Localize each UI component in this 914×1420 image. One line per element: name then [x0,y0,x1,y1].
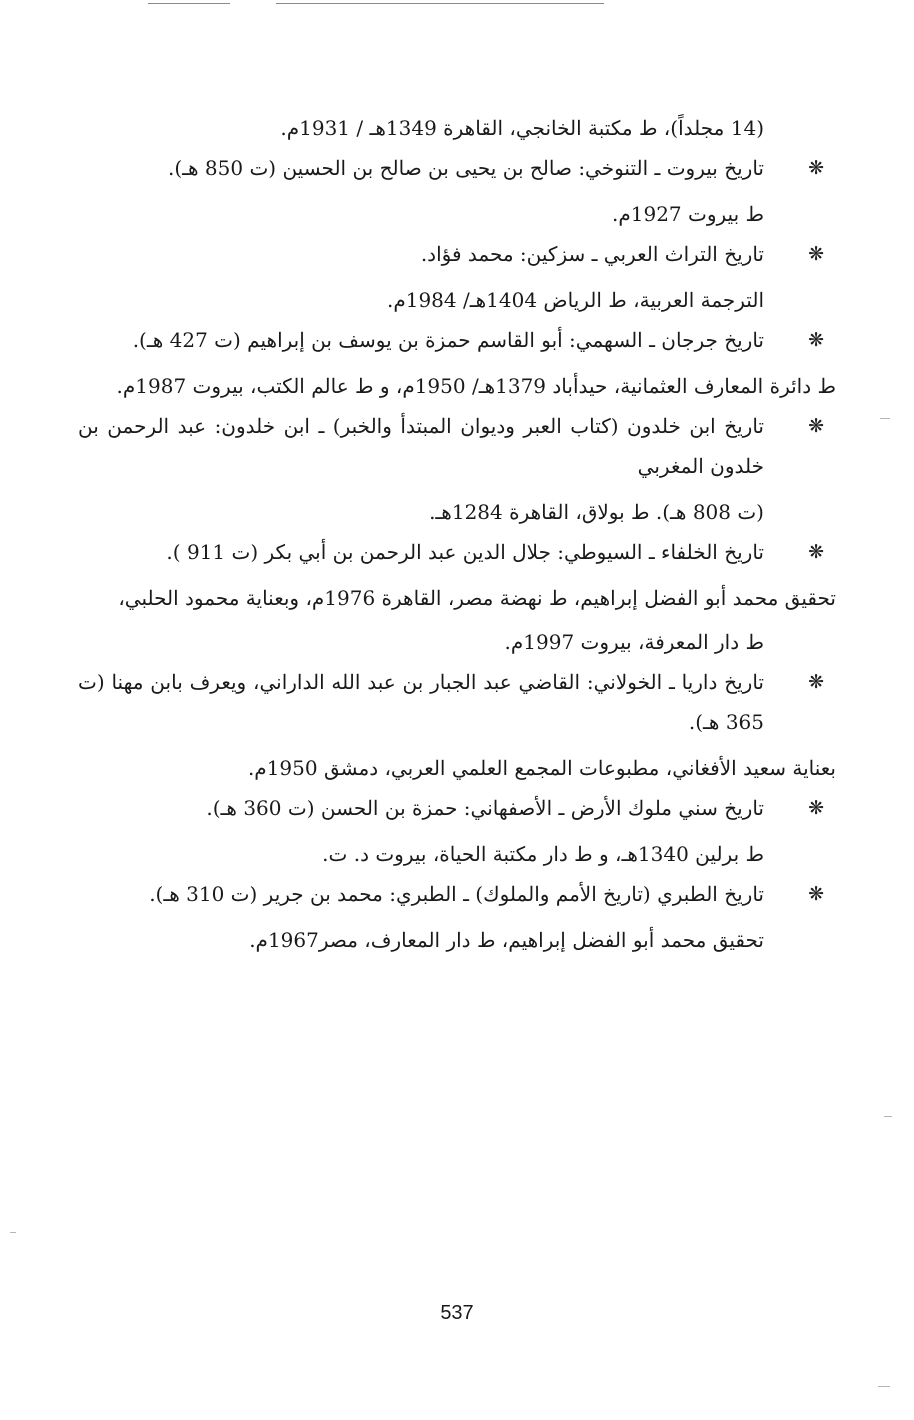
entry-title: تاريخ سني ملوك الأرض ـ الأصفهاني: حمزة بن الحسن (ت 360 هـ). [206,796,764,820]
bullet-star-icon: ❋ [808,671,824,693]
publication-info: (14 مجلداً)، ط مكتبة الخانجي، القاهرة 1349هـ / 1931م. [280,116,764,140]
entry-title: تاريخ الطبري (تاريخ الأمم والملوك) ـ الطبري: محمد بن جرير (ت 310 هـ). [149,882,764,906]
entry-title: تاريخ الخلفاء ـ السيوطي: جلال الدين عبد الرحمن بن أبي بكر (ت 911 ). [166,540,764,564]
bibliography-continuation [78,108,836,148]
bullet-star-icon: ❋ [808,541,824,563]
bibliography-entry [78,406,836,486]
publication-info: ط برلين 1340هـ، و ط دار مكتبة الحياة، بيروت د. ت. [322,842,764,866]
publication-info: تحقيق محمد أبو الفضل إبراهيم، ط دار المعارف، مصر1967م. [249,928,764,952]
publication-info: بعناية سعيد الأفغاني، مطبوعات المجمع العلمي العربي، دمشق 1950م. [247,756,836,780]
entry-title: تاريخ بيروت ـ التنوخي: صالح بن يحيى بن صالح بن الحسين (ت 850 هـ). [167,156,764,180]
bullet-star-icon: ❋ [808,243,824,265]
bibliography-entry [78,662,836,742]
header-rule-left [148,3,230,4]
bibliography-entry [78,532,836,572]
entry-title: تاريخ داريا ـ الخولاني: القاضي عبد الجبار بن عبد الله الداراني، ويعرف بابن مهنا (ت 365 هـ). [78,670,764,734]
publication-info: ط بيروت 1927م. [612,202,764,226]
bullet-star-icon: ❋ [808,883,824,905]
publication-info: (ت 808 هـ). ط بولاق، القاهرة 1284هـ. [429,500,764,524]
publication-info: الترجمة العربية، ط الرياض 1404هـ/ 1984م. [386,288,764,312]
bibliography-entry [78,234,836,274]
bullet-star-icon: ❋ [808,329,824,351]
bullet-star-icon: ❋ [808,415,824,437]
page-number: 537 [440,1302,474,1324]
entry-title: تاريخ التراث العربي ـ سزكين: محمد فؤاد. [420,242,764,266]
publication-info: ط دار المعرفة، بيروت 1997م. [504,630,764,654]
entry-title: تاريخ جرجان ـ السهمي: أبو القاسم حمزة بن يوسف بن إبراهيم (ت 427 هـ). [132,328,764,352]
bibliography-entry [78,148,836,188]
bibliography-list [78,104,836,960]
header-rule-right [276,3,604,4]
bibliography-entry [78,788,836,828]
bullet-star-icon: ❋ [808,797,824,819]
bullet-star-icon: ❋ [808,157,824,179]
entry-title: تاريخ ابن خلدون (كتاب العبر وديوان المبتدأ والخبر) ـ ابن خلدون: عبد الرحمن بن خلدون المغربي [78,414,764,478]
bibliography-entry [78,874,836,914]
publication-info: تحقيق محمد أبو الفضل إبراهيم، ط نهضة مصر، القاهرة 1976م، وبعناية محمود الحلبي، [118,586,836,610]
bibliography-entry [78,320,836,360]
publication-info: ط دائرة المعارف العثمانية، حيدأباد 1379هـ/ 1950م، و ط عالم الكتب، بيروت 1987م. [116,374,836,398]
